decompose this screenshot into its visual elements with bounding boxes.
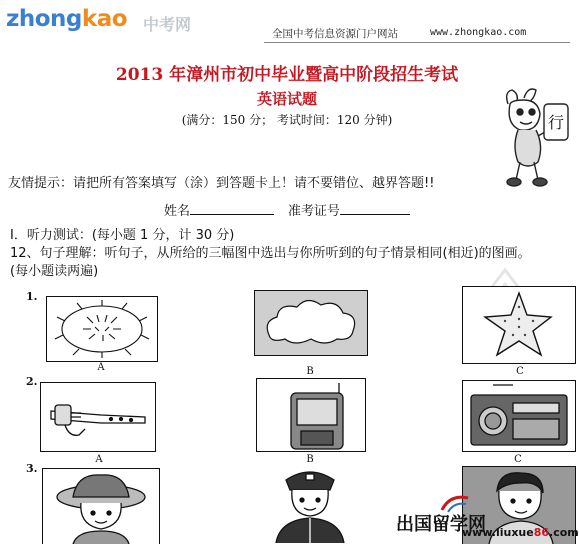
option-picture-2b[interactable]: [256, 378, 366, 452]
name-label: 姓名: [164, 204, 191, 219]
option-picture-1a[interactable]: [46, 296, 158, 362]
site-url[interactable]: www.zhongkao.com: [430, 27, 527, 38]
watermark-url-part1: www.liuxue: [462, 526, 534, 539]
radio-icon: [463, 381, 575, 451]
exam-title: 2013 年漳州市初中毕业暨高中阶段招生考试: [115, 65, 459, 85]
starfish-icon: [463, 287, 575, 363]
header-divider: [264, 42, 570, 43]
candidate-info-row: [164, 200, 410, 219]
option-label: C: [514, 454, 522, 465]
logo-text-kao: kao: [81, 6, 128, 32]
logo-text-zhong: zhong: [6, 6, 82, 32]
zhongkao-logo[interactable]: [6, 6, 127, 32]
exam-info: (满分：150 分； 考试时间：120 分钟): [181, 113, 393, 127]
watermark-url-part3: .com: [549, 526, 579, 539]
question-number: 1.: [26, 290, 38, 303]
q12-instruction-note: (每小题读两遍): [10, 264, 99, 279]
logo-text-cn: 中考网: [143, 15, 192, 34]
q12-instruction: 12、句子理解：听句子，从所给的三幅图中选出与你所听到的句子情景相同(相近)的图画。: [10, 246, 531, 261]
watermark-site-name: 出国留学网: [396, 514, 486, 535]
question-number: 3.: [26, 462, 38, 475]
watermark-url[interactable]: [462, 526, 579, 539]
option-picture-3a[interactable]: [42, 468, 160, 544]
option-picture-2a[interactable]: [40, 382, 156, 452]
option-label: B: [306, 366, 314, 377]
hedgehog-icon: [47, 297, 157, 361]
police-officer-icon: [256, 466, 364, 543]
option-picture-1b[interactable]: [254, 290, 368, 356]
watermark-url-part2: 86: [533, 526, 550, 539]
name-blank[interactable]: [190, 202, 274, 215]
friendly-tip: 友情提示：请把所有答案填写（涂）到答题卡上！请不要错位、越界答题!!: [8, 176, 435, 191]
mascot-illustration: [498, 84, 570, 192]
option-picture-3b[interactable]: [256, 466, 364, 543]
option-picture-2c[interactable]: [462, 380, 576, 452]
option-label: B: [306, 454, 314, 465]
option-label: C: [516, 366, 524, 377]
option-label: A: [97, 362, 105, 373]
id-label: 准考证号: [288, 204, 341, 219]
mobile-phone-icon: [257, 379, 365, 451]
girl-with-hat-icon: [43, 469, 159, 544]
watch-icon: [41, 383, 155, 451]
option-picture-1c[interactable]: [462, 286, 576, 364]
option-label: A: [95, 454, 103, 465]
mascot-sign-text: 行: [547, 113, 565, 132]
site-tagline: 全国中考信息资源门户网站: [272, 28, 398, 40]
cloud-icon: [255, 291, 367, 355]
question-number: 2.: [26, 375, 38, 388]
mascot-drawing: [498, 84, 570, 192]
exam-subject: 英语试题: [256, 90, 317, 108]
section-listening-heading: Ⅰ．听力测试：(每小题 1 分，计 30 分): [10, 228, 235, 243]
id-blank[interactable]: [340, 202, 410, 215]
